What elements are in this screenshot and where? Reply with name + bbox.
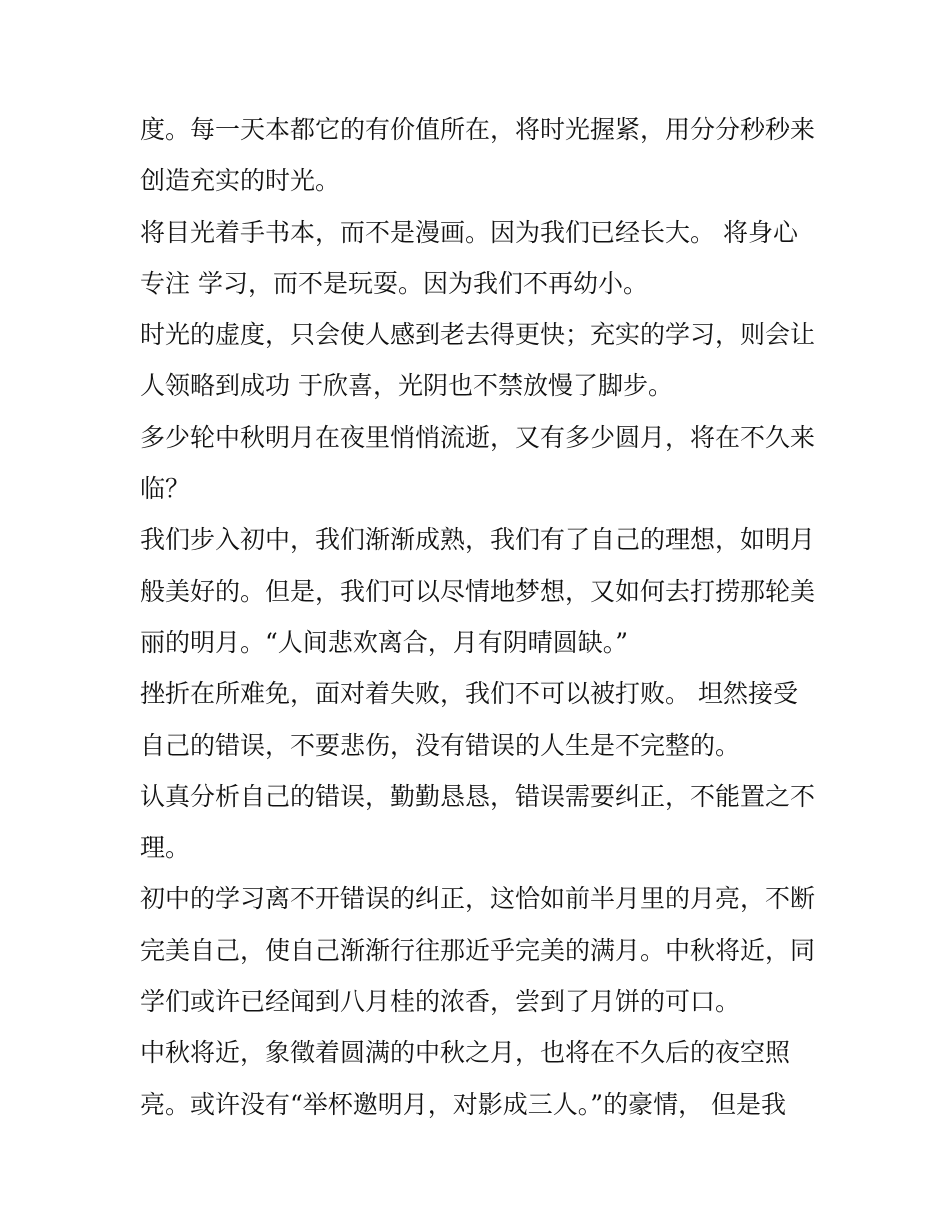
text-line: 中秋将近，象徵着圆满的中秋之月，也将在不久后的夜空照 xyxy=(140,1038,791,1068)
text-line: 我们步入初中，我们渐渐成熟，我们有了自己的理想，如明月 xyxy=(140,525,816,555)
text-line: 挫折在所难免，面对着失败，我们不可以被打败。 坦然接受 xyxy=(140,679,798,709)
text-line: 人领略到成功 于欣喜，光阴也不禁放慢了脚步。 xyxy=(140,371,673,401)
text-line: 度。每一天本都它的有价值所在，将时光握紧，用分分秒秒来 xyxy=(140,115,816,144)
text-line: 学们或许已经闻到八月桂的浓香，尝到了月饼的可口。 xyxy=(140,987,741,1017)
text-line: 亮。或许没有“举杯邀明月，对影成三人。”的豪情， 但是我 xyxy=(140,1089,787,1119)
text-line: 认真分析自己的错误，勤勤恳恳，错误需要纠正，不能置之不 xyxy=(140,781,816,811)
text-line: 丽的明月。“人间悲欢离合，月有阴晴圆缺。” xyxy=(140,627,629,657)
text-line: 创造充实的时光。 xyxy=(140,166,341,196)
text-line: 自己的错误，不要悲伤，没有错误的人生是不完整的。 xyxy=(140,730,741,760)
text-line: 时光的虚度，只会使人感到老去得更快；充实的学习，则会让 xyxy=(140,320,816,350)
text-line: 临？ xyxy=(140,474,191,504)
text-line: 般美好的。但是，我们可以尽情地梦想，又如何去打捞那轮美 xyxy=(140,576,816,606)
text-line: 完美自己，使自己渐渐行往那近乎完美的满月。中秋将近，同 xyxy=(140,935,816,965)
text-line: 初中的学习离不开错误的纠正，这恰如前半月里的月亮，不断 xyxy=(140,884,816,914)
text-line: 多少轮中秋明月在夜里悄悄流逝，又有多少圆月，将在不久来 xyxy=(140,422,816,452)
text-line: 理。 xyxy=(140,833,191,863)
text-line: 专注 学习，而不是玩耍。因为我们不再幼小。 xyxy=(140,268,648,298)
text-line: 将目光着手书本，而不是漫画。因为我们已经长大。 将身心 xyxy=(140,217,798,247)
document-body xyxy=(140,104,840,1130)
